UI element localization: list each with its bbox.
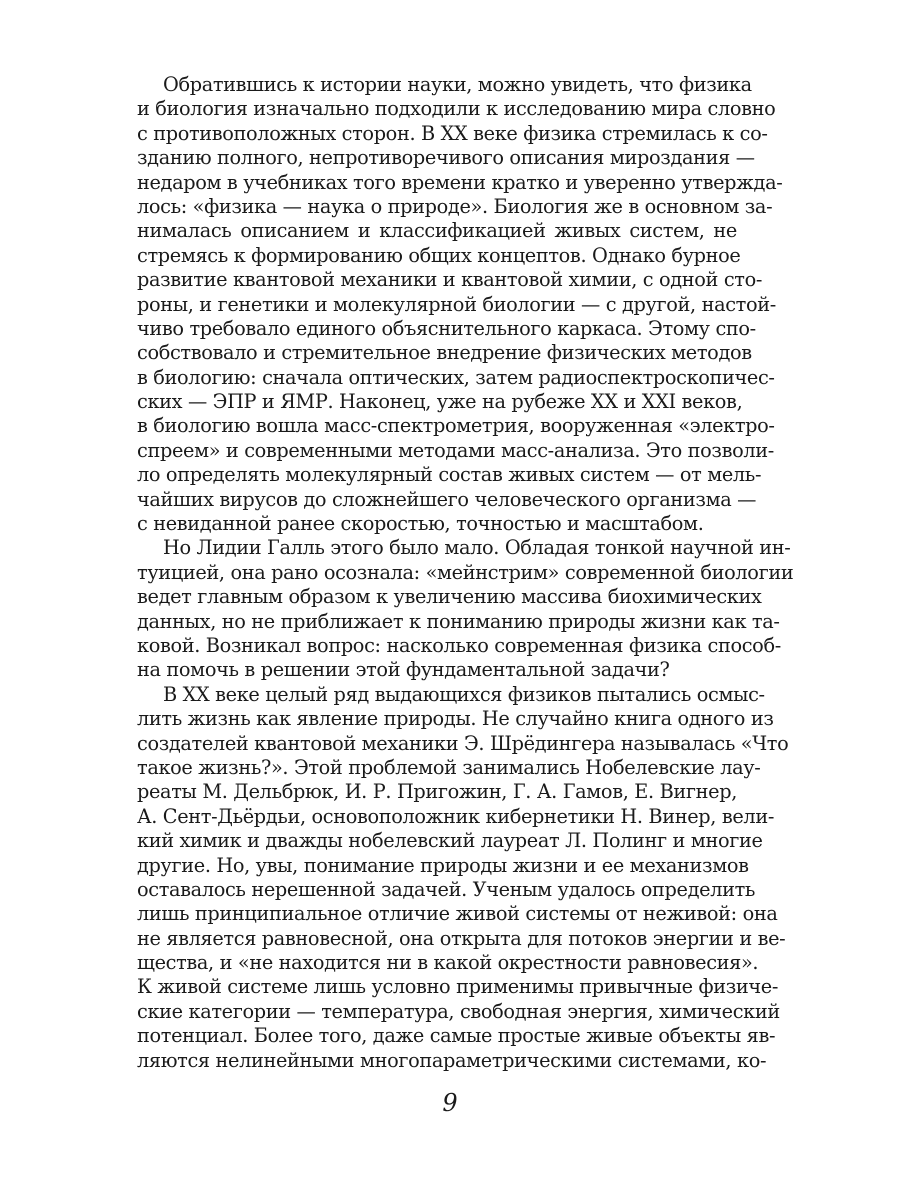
paragraph-2 bbox=[137, 536, 794, 682]
text-line: Но Лидии Галль этого было мало. Обладая тонкой научной ин- bbox=[163, 536, 791, 560]
text-line: ковой. Возникал вопрос: насколько современная физика способ- bbox=[137, 633, 781, 657]
paragraph-3 bbox=[137, 682, 789, 1073]
text-line: ло определять молекулярный состав живых систем — от мель- bbox=[137, 463, 762, 487]
text-line: другие. Но, увы, понимание природы жизни и ее механизмов bbox=[137, 853, 749, 877]
text-line: такое жизнь?». Этой проблемой занимались Нобелевские лау- bbox=[137, 755, 761, 779]
text-line: оставалось нерешенной задачей. Ученым удалось определить bbox=[137, 877, 756, 901]
text-line: реаты М. Дельбрюк, И. Р. Пригожин, Г. А. Гамов, Е. Вигнер, bbox=[137, 780, 737, 804]
text-line: лось: «физика — наука о природе». Биология же в основном за- bbox=[137, 194, 773, 218]
text-line: данных, но не приближает к пониманию природы жизни как та- bbox=[137, 609, 780, 633]
text-line: на помочь в решении этой фундаментальной задачи? bbox=[137, 658, 670, 682]
page-number: 9 bbox=[442, 1089, 458, 1117]
text-line: ских — ЭПР и ЯМР. Наконец, уже на рубеже XX и XXI веков, bbox=[137, 390, 743, 414]
text-line: недаром в учебниках того времени кратко и уверенно утвержда- bbox=[137, 170, 783, 194]
text-line: не является равновесной, она открыта для потоков энергии и ве- bbox=[137, 926, 786, 950]
text-line: В XX веке целый ряд выдающихся физиков пытались осмыс- bbox=[163, 682, 765, 706]
text-line: с противоположных сторон. В XX веке физика стремилась к со- bbox=[137, 121, 768, 145]
text-line: в биологию вошла масс-спектрометрия, вооруженная «электро- bbox=[137, 414, 775, 438]
text-line: чиво требовало единого объяснительного каркаса. Этому спо- bbox=[137, 316, 756, 340]
text-line: стремясь к формированию общих концептов. Однако бурное bbox=[137, 243, 741, 267]
text-line: Обратившись к истории науки, можно увидеть, что физика bbox=[163, 73, 752, 96]
text-line: щества, и «не находится ни в какой окрестности равновесия». bbox=[137, 951, 759, 975]
text-line: туицией, она рано осознала: «мейнстрим» современной биологии bbox=[137, 560, 794, 584]
text-line: лишь принципиальное отличие живой системы от неживой: она bbox=[137, 902, 778, 926]
text-line: роны, и генетики и молекулярной биологии — с другой, настой- bbox=[137, 292, 776, 316]
text-line: К живой системе лишь условно применимы привычные физиче- bbox=[137, 975, 778, 999]
text-line: зданию полного, непротиворечивого описания мироздания — bbox=[137, 146, 755, 170]
text-line: кий химик и дважды нобелевский лауреат Л. Полинг и многие bbox=[137, 829, 763, 853]
text-line: создателей квантовой механики Э. Шрёдингера называлась «Что bbox=[137, 731, 789, 755]
text-line: лить жизнь как явление природы. Не случайно книга одного из bbox=[137, 707, 774, 731]
text-line: с невиданной ранее скоростью, точностью и масштабом. bbox=[137, 512, 704, 536]
text-line: в биологию: сначала оптических, затем радиоспектроскопичес- bbox=[137, 365, 775, 389]
text-line: и биология изначально подходили к исследованию мира словно bbox=[137, 97, 776, 121]
text-line: ские категории — температура, свободная энергия, химический bbox=[137, 999, 780, 1023]
text-line: нималась описанием и классификацией живых систем, не bbox=[137, 219, 737, 243]
body-text bbox=[137, 73, 794, 1073]
text-line: собствовало и стремительное внедрение физических методов bbox=[137, 341, 752, 365]
text-line: спреем» и современными методами масс-анализа. Это позволи- bbox=[137, 438, 774, 462]
paragraph-1 bbox=[137, 73, 783, 536]
text-line: ведет главным образом к увеличению массива биохимических bbox=[137, 585, 762, 609]
text-line: развитие квантовой механики и квантовой химии, с одной сто- bbox=[137, 268, 763, 292]
text-line: чайших вирусов до сложнейшего человеческого организма — bbox=[137, 487, 757, 511]
text-line: потенциал. Более того, даже самые простые живые объекты яв- bbox=[137, 1024, 776, 1048]
text-line: А. Сент-Дьёрдьи, основоположник кибернетики Н. Винер, вели- bbox=[137, 804, 774, 828]
text-line: ляются нелинейными многопараметрическими системами, ко- bbox=[137, 1048, 767, 1072]
